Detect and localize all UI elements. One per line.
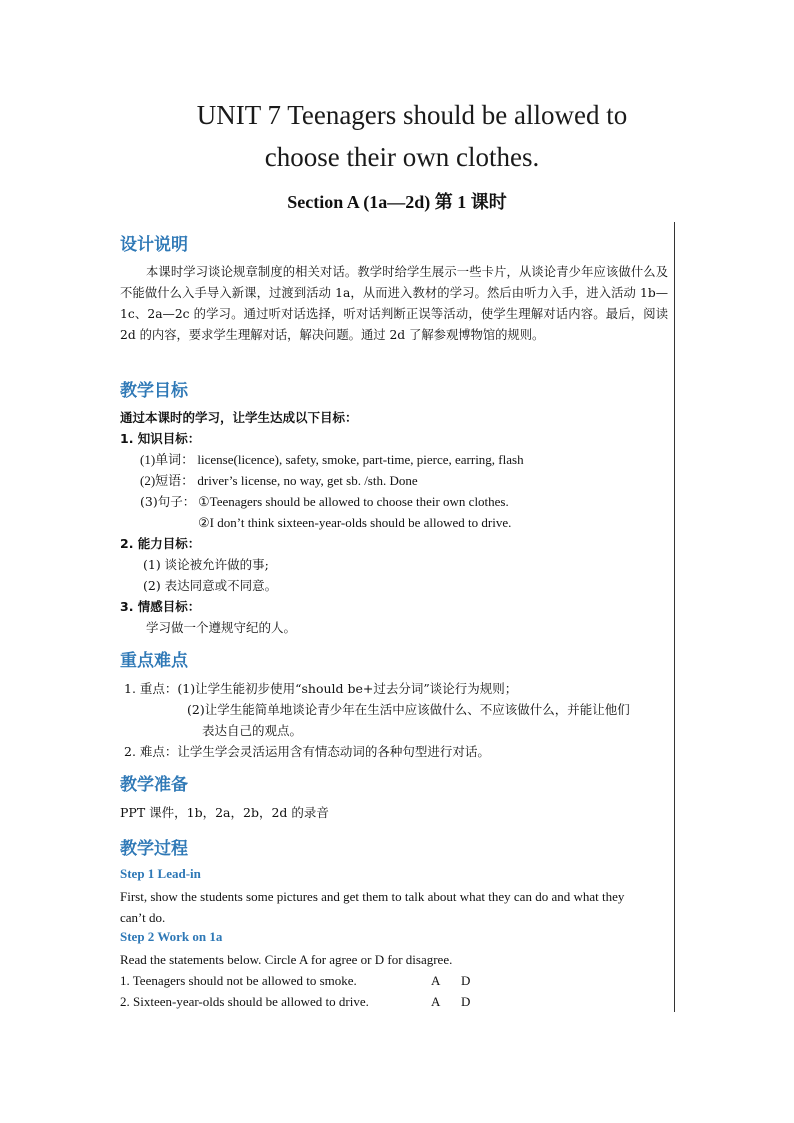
- step-1-text-b: can’t do.: [120, 910, 166, 925]
- step-2-text: Read the statements below. Circle A for agree or D for disagree.: [120, 952, 453, 967]
- objectives-heading: 教学目标: [120, 381, 188, 401]
- sentence-1: ①Teenagers should be allowed to choose their own clothes.: [198, 494, 509, 509]
- sentence-2: ②I don’t think sixteen-year-olds should be allowed to drive.: [198, 515, 512, 530]
- keypoint-2a: (2)让学生能简单地谈论青少年在生活中应该做什么、不应该做什么，并能让他们: [187, 702, 630, 717]
- step-2-heading: Step 2 Work on 1a: [120, 929, 223, 944]
- statement-1-disagree: D: [461, 973, 471, 988]
- design-heading: 设计说明: [120, 235, 188, 255]
- keypoints-heading: 重点难点: [120, 651, 188, 671]
- statement-1-agree: A: [431, 973, 441, 988]
- words-line: (1)单词： license(licence), safety, smoke, part-time, pierce, earring, flash: [140, 452, 524, 467]
- knowledge-label: 1. 知识目标：: [120, 431, 201, 446]
- ability-2: (2) 表达同意或不同意。: [143, 578, 278, 593]
- emotion-1: 学习做一个遵规守纪的人。: [146, 620, 297, 635]
- statement-2-agree: A: [431, 994, 441, 1009]
- keypoint-1: 1. 重点：(1)让学生能初步使用“should be+过去分词”谈论行为规则；: [124, 681, 518, 696]
- phrases-line: (2)短语： driver’s license, no way, get sb. /sth. Done: [140, 473, 418, 488]
- ability-1: (1) 谈论被允许做的事;: [143, 557, 269, 572]
- page-title-line-1: UNIT 7 Teenagers should be allowed to: [196, 100, 628, 130]
- emotion-label: 3. 情感目标：: [120, 599, 201, 614]
- keypoint-2b: 表达自己的观点。: [202, 723, 303, 738]
- objectives-intro: 通过本课时的学习，让学生达成以下目标：: [120, 410, 358, 425]
- design-body: 本课时学习谈论规章制度的相关对话。教学时给学生展示一些卡片，从谈论青少年应该做什么及不能做什么入手导入新课，过渡到活动 1a，从而进入教材的学习。然后由听力入手，进入活动 1b—1c、2a—2c 的学习。通过听对话选择，听对话判断正误等活动，使学生理解对话内容。最后，阅读 2d 的内容，要求学生理解对话，解决问题。通过 2d 了解参观博物馆的规则。: [120, 265, 668, 342]
- process-heading: 教学过程: [120, 839, 188, 859]
- page-title-line-2: choose their own clothes.: [264, 142, 540, 172]
- sentences-label: (3)句子：: [140, 494, 196, 509]
- statement-1: 1. Teenagers should not be allowed to smoke.: [120, 973, 357, 988]
- section-subtitle: Section A (1a—2d) 第 1 课时: [287, 192, 507, 212]
- prep-body: PPT 课件，1b，2a，2b，2d 的录音: [120, 805, 329, 820]
- statement-2: 2. Sixteen-year-olds should be allowed to drive.: [120, 994, 369, 1009]
- right-margin-rule: [674, 222, 675, 1012]
- step-1-heading: Step 1 Lead-in: [120, 866, 201, 881]
- prep-heading: 教学准备: [120, 775, 188, 795]
- difficulty-1: 2. 难点：让学生学会灵活运用含有情态动词的各种句型进行对话。: [124, 744, 490, 759]
- step-1-text-a: First, show the students some pictures and get them to talk about what they can do and what they: [120, 889, 625, 904]
- ability-label: 2. 能力目标：: [120, 536, 201, 551]
- statement-2-disagree: D: [461, 994, 471, 1009]
